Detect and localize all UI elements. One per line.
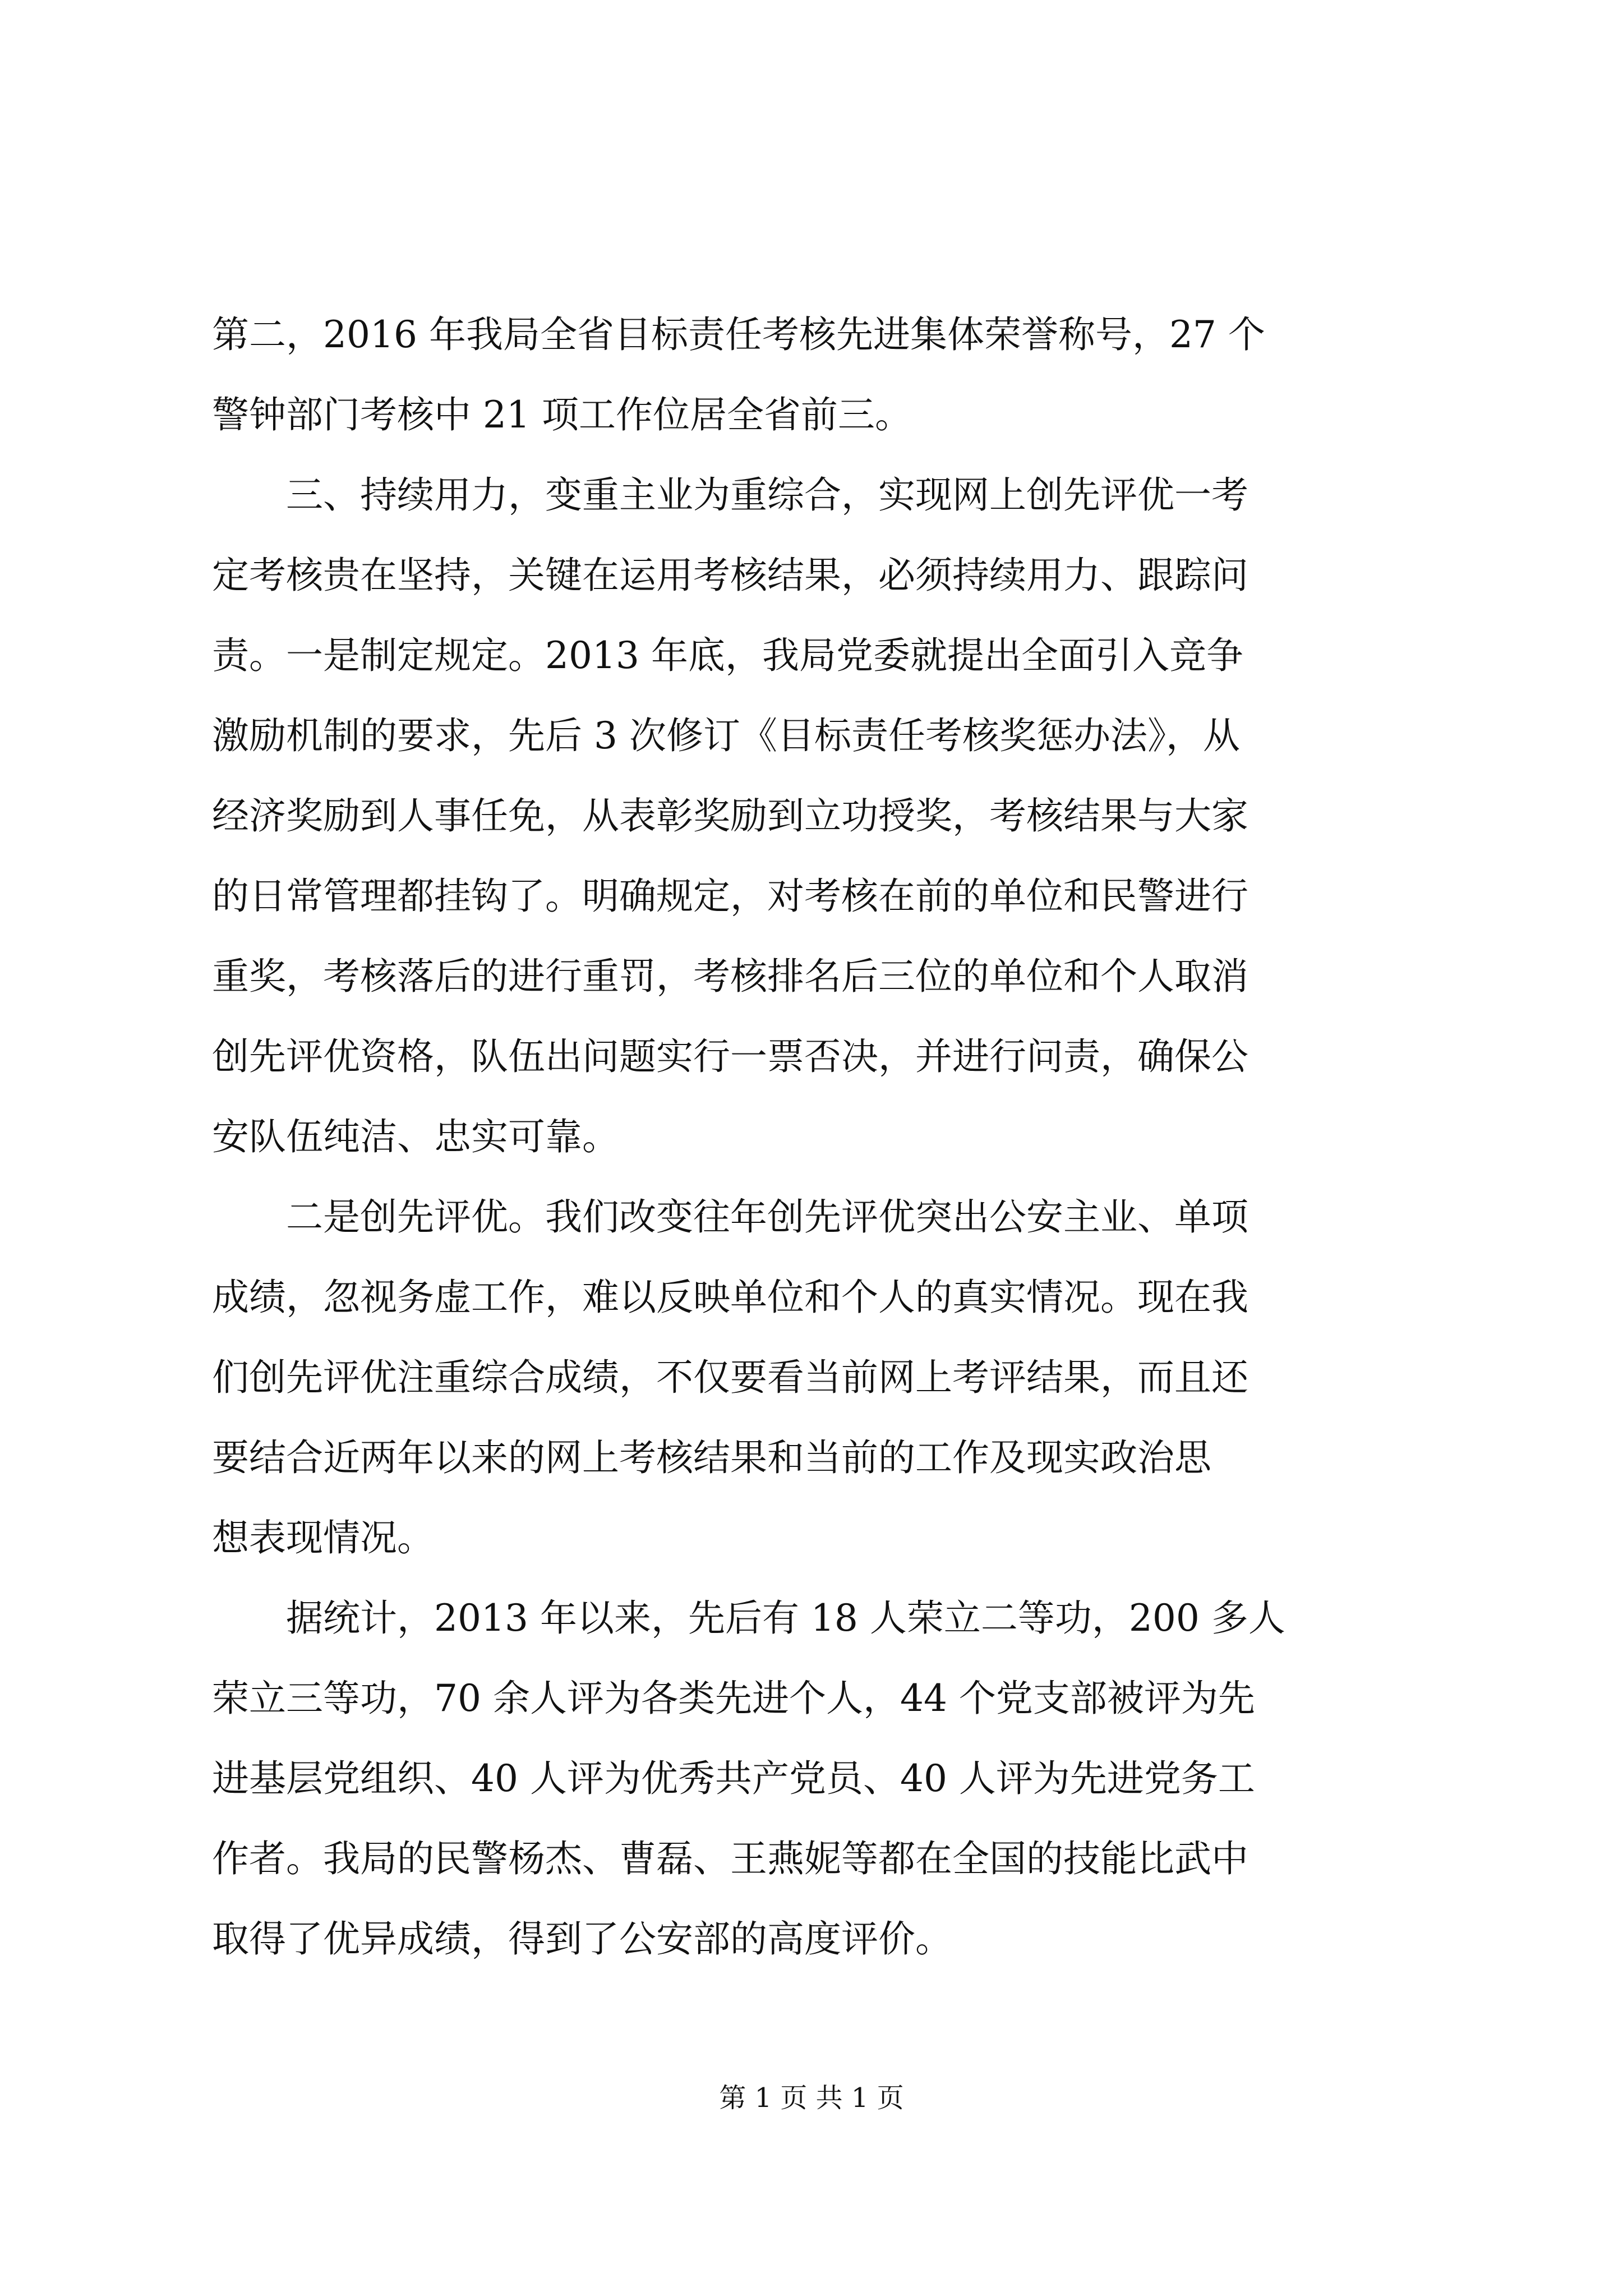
paragraph-2 [212,455,1412,1177]
text-line: 成绩，忽视务虚工作，难以反映单位和个人的真实情况。现在我 [212,1276,1248,1319]
text-line: 责。一是制定规定。2013 年底，我局党委就提出全面引入竞争 [212,634,1243,677]
text-line: 警钟部门考核中 21 项工作位居全省前三。 [212,393,912,436]
text-line: 重奖，考核落后的进行重罚，考核排名后三位的单位和个人取消 [212,955,1248,998]
text-line: 取得了优异成绩，得到了公安部的高度评价。 [212,1917,952,1961]
paragraph-3 [212,1177,1412,1578]
page-number-label: 第 1 页 共 1 页 [719,2082,904,2114]
text-line: 进基层党组织、40 人评为优秀共产党员、40 人评为先进党务工 [212,1757,1255,1800]
text-line: 想表现情况。 [212,1516,434,1559]
text-line: 据统计，2013 年以来，先后有 18 人荣立二等功，200 多人 [286,1596,1285,1640]
text-line: 荣立三等功，70 余人评为各类先进个人，44 个党支部被评为先 [212,1677,1255,1720]
text-line: 作者。我局的民警杨杰、曹磊、王燕妮等都在全国的技能比武中 [212,1837,1248,1880]
text-line: 经济奖励到人事任免，从表彰奖励到立功授奖，考核结果与大家 [212,794,1248,838]
text-line: 的日常管理都挂钩了。明确规定，对考核在前的单位和民警进行 [212,875,1248,918]
page-footer [0,2081,1623,2115]
text-line: 们创先评优注重综合成绩，不仅要看当前网上考评结果，而且还 [212,1356,1248,1399]
text-line: 定考核贵在坚持，关键在运用考核结果，必须持续用力、跟踪问 [212,554,1248,597]
text-line: 激励机制的要求，先后 3 次修订《目标责任考核奖惩办法》，从 [212,714,1240,757]
text-line: 安队伍纯洁、忠实可靠。 [212,1115,619,1158]
text-line: 要结合近两年以来的网上考核结果和当前的工作及现实政治思 [212,1436,1211,1479]
text-line: 第二，2016 年我局全省目标责任考核先进集体荣誉称号，27 个 [212,313,1265,356]
text-line: 二是创先评优。我们改变往年创先评优突出公安主业、单项 [286,1195,1248,1239]
text-line: 创先评优资格，队伍出问题实行一票否决，并进行问责，确保公 [212,1035,1248,1078]
document-body [212,295,1412,1979]
paragraph-1 [212,295,1412,455]
text-line: 三、持续用力，变重主业为重综合，实现网上创先评优一考 [286,473,1248,517]
paragraph-4 [212,1578,1412,1979]
